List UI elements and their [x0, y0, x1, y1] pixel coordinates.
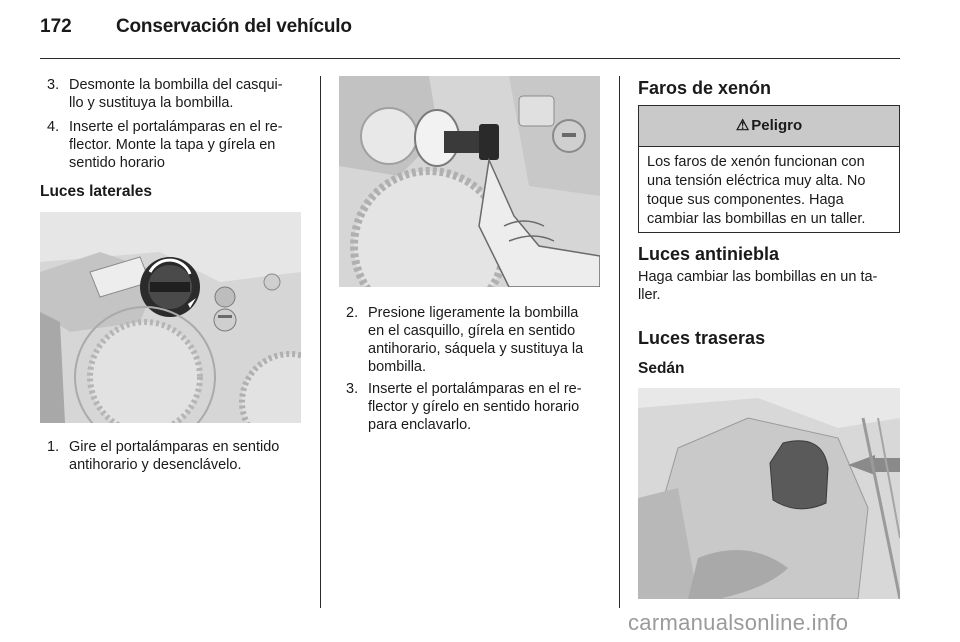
step-text-line: antihorario, sáquela y sustituya la	[368, 341, 584, 357]
step-text-line: antihorario y desenclávelo.	[69, 457, 242, 473]
step-text-line: Inserte el portalámparas en el re-	[69, 119, 283, 135]
page-number: 172	[40, 16, 72, 37]
paragraph-line: ller.	[638, 287, 661, 303]
heading-xenon: Faros de xenón	[638, 78, 772, 98]
step-text-line: flector y gírelo en sentido horario	[368, 399, 580, 415]
step-number: 2.	[346, 305, 359, 321]
step-text-line: llo y sustituya la bombilla.	[69, 95, 234, 111]
step-text-line: Presione ligeramente la bombilla	[368, 305, 579, 321]
fog-lights-paragraph	[638, 268, 900, 304]
column-divider-right	[619, 76, 620, 608]
rear-light-illustration	[638, 388, 900, 599]
warning-text-line: cambiar las bombillas en un taller.	[647, 211, 866, 227]
heading-fog-lights: Luces antiniebla	[638, 244, 780, 264]
step-text-line: en el casquillo, gírela en sentido	[368, 323, 576, 339]
warning-box	[638, 105, 900, 233]
bulb-replacement-illustration	[339, 76, 600, 287]
warning-body	[639, 147, 899, 235]
watermark: carmanualsonline.info	[628, 610, 849, 635]
step-text-line: Inserte el portalámparas en el re-	[368, 381, 582, 397]
warning-text-line: Los faros de xenón funcionan con	[647, 154, 865, 170]
step-text-line: para enclavarlo.	[368, 417, 472, 433]
subheading-sedan: Sedán	[638, 360, 685, 377]
page-title: Conservación del vehículo	[116, 16, 352, 37]
header-divider	[40, 58, 900, 59]
column-divider-left	[320, 76, 321, 608]
step-text-line: Gire el portalámparas en sentido	[69, 439, 280, 455]
section-subheading: Luces laterales	[40, 183, 153, 200]
step-number: 3.	[47, 77, 60, 93]
side-light-illustration	[40, 212, 301, 423]
step-text-line: Desmonte la bombilla del casqui-	[69, 77, 283, 93]
paragraph-line: Haga cambiar las bombillas en un ta-	[638, 269, 878, 285]
warning-header	[639, 106, 899, 147]
step-text-line: sentido horario	[69, 155, 165, 171]
warning-text-line: toque sus componentes. Haga	[647, 192, 844, 208]
step-text-line: flector. Monte la tapa y gírela en	[69, 137, 276, 153]
step-number: 4.	[47, 119, 60, 135]
step-number: 3.	[346, 381, 359, 397]
step-text-line: bombilla.	[368, 359, 427, 375]
warning-title: Peligro	[751, 117, 803, 134]
step-number: 1.	[47, 439, 60, 455]
warning-triangle-icon: ⚠	[735, 117, 750, 134]
heading-rear-lights: Luces traseras	[638, 328, 766, 348]
warning-text-line: una tensión eléctrica muy alta. No	[647, 173, 866, 189]
